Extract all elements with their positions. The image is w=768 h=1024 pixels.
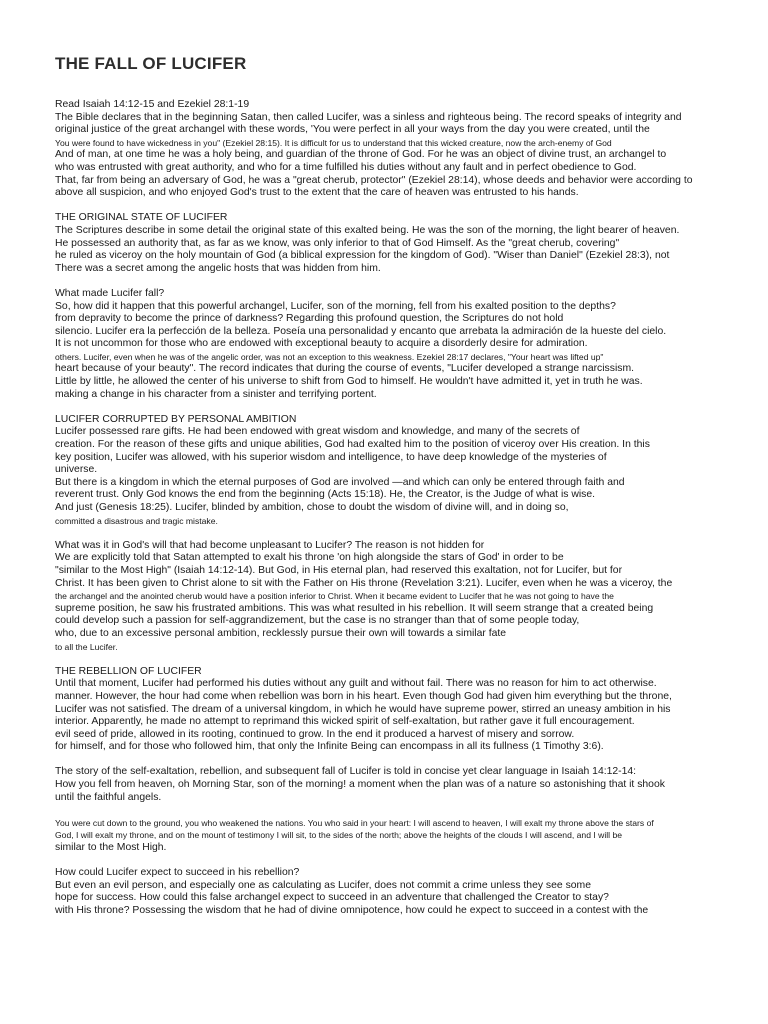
paragraph-gap xyxy=(55,401,768,414)
text-line: universe. xyxy=(55,464,98,476)
text-line: making a change in his character from a sinister and terrifying portent. xyxy=(55,388,377,400)
text-line: THE ORIGINAL STATE OF LUCIFER xyxy=(55,212,228,224)
text-line: What was it in God's will that had become unpleasant to Lucifer? The reason is not hidden for xyxy=(55,539,485,551)
text-line: Read Isaiah 14:12-15 and Ezekiel 28:1-19 xyxy=(55,99,250,110)
text-line: evil seed of pride, allowed in its rooting, continued to grow. In the end it produced a harvest of misery and sorrow. xyxy=(55,728,575,740)
text-line: How you fell from heaven, oh Morning Star, son of the morning! a moment when the plan was of a nature so astonishing that it shook xyxy=(55,779,665,791)
text-line: the archangel and the anointed cherub would have a position inferior to Christ. When it became evident to Lucifer that he was not going to have the xyxy=(55,591,614,602)
paragraph-gap xyxy=(55,527,768,540)
text-line: silencio. Lucifer era la perfección de la belleza. Poseía una personalidad y encanto que arrebata la admiración de la hueste del cielo. xyxy=(55,325,667,337)
text-line: That, far from being an adversary of God, he was a "great cherub, protector" (Ezekiel 28:14), whose deeds and behavior were according to xyxy=(55,174,693,186)
text-line: The Bible declares that in the beginning Satan, then called Lucifer, was a sinless and righteous being. The record speaks of integrity and xyxy=(55,111,682,123)
text-line: above all suspicion, and who enjoyed God's trust to the extent that the care of heaven was entrusted to his hands. xyxy=(55,187,579,199)
text-line: for himself, and for those who followed him, that only the Infinite Being can encompass in all its fullness (1 Timothy 3:6). xyxy=(55,741,604,753)
text-line: THE REBELLION OF LUCIFER xyxy=(55,665,202,677)
text-line: And just (Genesis 18:25). Lucifer, blinded by ambition, chose to doubt the wisdom of divine will, and in doing so, xyxy=(55,502,569,513)
page-title: THE FALL OF LUCIFER xyxy=(55,54,247,73)
text-line: Lucifer was not satisfied. The dream of a universal kingdom, in which he would have supreme power, stirred an uneasy ambition in his xyxy=(55,703,671,715)
text-line: Little by little, he allowed the center of his universe to shift from God to himself. He wouldn't have admitted it, yet in truth he was. xyxy=(55,376,643,388)
text-line: He possessed an authority that, as far as we know, was only inferior to that of God Himself. As the "great cherub, covering" xyxy=(55,237,620,249)
paragraph-gap xyxy=(55,275,768,288)
text-line: We are explicitly told that Satan attempted to exalt his throne 'on high alongside the stars of God' in order to be xyxy=(55,552,564,564)
text-line: How could Lucifer expect to succeed in his rebellion? xyxy=(55,867,300,879)
paragraph-gap xyxy=(55,200,768,213)
text-line: he ruled as viceroy on the holy mountain of God (a biblical expression for the kingdom of God). "Wiser than Daniel" (Ezekiel 28:3), not xyxy=(55,250,670,262)
text-line: similar to the Most High. xyxy=(55,842,167,854)
text-line: You were found to have wickedness in you" (Ezekiel 28:15). It is difficult for us to understand that this wicked creature, now the arch-enemy of God xyxy=(55,137,612,148)
text-line: manner. However, the hour had come when rebellion was born in his heart. Even though God had given him everything but the throne, xyxy=(55,690,672,702)
text-line: Until that moment, Lucifer had performed his duties without any guilt and without fail. There was no reason for him to act otherwise. xyxy=(55,678,657,690)
text-line: LUCIFER CORRUPTED BY PERSONAL AMBITION xyxy=(55,413,297,425)
text-line: heart because of your beauty". The record indicates that during the course of events, "Lucifer developed a strange narcissism. xyxy=(55,363,634,375)
text-line: There was a secret among the angelic hosts that was hidden from him. xyxy=(55,262,381,274)
paragraph-gap xyxy=(55,754,768,767)
paragraph-gap xyxy=(55,804,768,817)
text-line: could develop such a passion for self-aggrandizement, but the case is no stranger than that of some people today, xyxy=(55,615,580,627)
text-line: The story of the self-exaltation, rebellion, and subsequent fall of Lucifer is told in concise yet clear language in Isaiah 14:12-14: xyxy=(55,766,637,778)
text-line: who was entrusted with great authority, and who for a time fulfilled his duties without any fault and in perfect obedience to God. xyxy=(55,161,637,173)
text-line: hope for success. How could this false archangel expect to succeed in an adventure that challenged the Creator to stay? xyxy=(55,892,609,904)
text-line: And of man, at one time he was a holy being, and guardian of the throne of God. For he was an object of divine trust, an archangel to xyxy=(55,149,667,161)
text-line: until the faithful angels. xyxy=(55,791,162,803)
text-line: What made Lucifer fall? xyxy=(55,287,165,299)
text-line: creation. For the reason of these gifts and unique abilities, God had exalted him to the position of viceroy over His creation. In this xyxy=(55,439,650,451)
text-line: "similar to the Most High" (Isaiah 14:12-14). But God, in His eternal plan, had reserved this exaltation, not for Lucifer, but for xyxy=(55,564,623,576)
text-line: committed a disastrous and tragic mistake. xyxy=(55,515,218,526)
paragraph-gap xyxy=(55,653,768,666)
text-line: You were cut down to the ground, you who weakened the nations. You who said in your heart: I will ascend to heaven, I will exalt my throne above the stars of xyxy=(55,817,654,828)
text-line: key position, Lucifer was allowed, with his superior wisdom and intelligence, to have deep knowledge of the mysteries of xyxy=(55,451,607,463)
text-line: who, due to an excessive personal ambition, recklessly pursue their own will towards a similar fate xyxy=(55,627,507,639)
text-line: Lucifer possessed rare gifts. He had been endowed with great wisdom and knowledge, and many of the secrets of xyxy=(55,426,580,438)
text-line: supreme position, he saw his frustrated ambitions. This was what resulted in his rebellion. It will seem strange that a created being xyxy=(55,602,654,614)
text-line: God, I will exalt my throne, and on the mount of testimony I will sit, to the sides of the north; above the heights of the clouds I will ascend, and I will be xyxy=(55,830,623,841)
text-line: others. Lucifer, even when he was of the angelic order, was not an exception to this weakness. Ezekiel 28:17 declares, "Your heart was lifted up" xyxy=(55,351,604,362)
text-line: Christ. It has been given to Christ alone to sit with the Father on His throne (Revelation 3:21). Lucifer, even when he was a viceroy, the xyxy=(55,577,673,589)
text-line: original justice of the great archangel with these words, 'You were perfect in all your ways from the day you were created, until the xyxy=(55,124,650,136)
text-line: So, how did it happen that this powerful archangel, Lucifer, son of the morning, fell from his exalted position to the depths? xyxy=(55,300,616,312)
text-line: It is not uncommon for those who are endowed with exceptional beauty to acquire a disorderly desire for admiration. xyxy=(55,338,588,350)
paragraph-gap xyxy=(55,855,768,868)
text-line: from depravity to become the prince of darkness? Regarding this profound question, the Scriptures do not hold xyxy=(55,313,564,325)
text-line: The Scriptures describe in some detail the original state of this exalted being. He was the son of the morning, the light bearer of heaven. xyxy=(55,224,680,236)
text-line: But there is a kingdom in which the eternal purposes of God are involved —and which can only be entered through faith and xyxy=(55,476,625,488)
text-line: reverent trust. Only God knows the end from the beginning (Acts 15:18). He, the Creator, is the Judge of what is wise. xyxy=(55,489,596,501)
text-line: interior. Apparently, he made no attempt to reprimand this wicked spirit of self-exaltation, but rather gave it full encouragement. xyxy=(55,716,635,728)
text-line: But even an evil person, and especially one as calculating as Lucifer, does not commit a crime unless they see some xyxy=(55,879,591,891)
text-line: with His throne? Possessing the wisdom that he had of divine omnipotence, how could he expect to succeed in a contest with the xyxy=(55,905,649,916)
text-line: to all the Lucifer. xyxy=(55,641,118,652)
document-body xyxy=(55,99,768,918)
